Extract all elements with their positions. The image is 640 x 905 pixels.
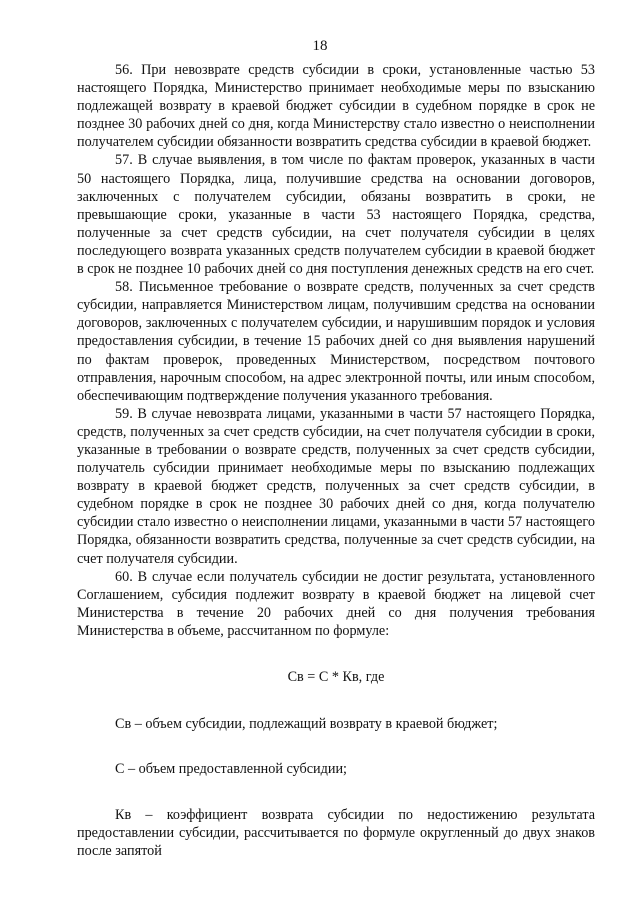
page-number: 18 bbox=[312, 38, 328, 54]
paragraph-60: 60. В случае если получатель субсидии не достиг результата, установленного Соглашением, субсидия подлежит возврату в краевой бюджет на лицевой счет Министерства в течение 20 рабочих дней со дня получения требования Министерства в объеме, рассчитанном по формуле: bbox=[77, 568, 595, 639]
definition-s: С – объем предоставленной субсидии; bbox=[115, 761, 347, 778]
definition-sv: Св – объем субсидии, подлежащий возврату в краевой бюджет; bbox=[115, 716, 498, 733]
paragraph-59: 59. В случае невозврата лицами, указанными в части 57 настоящего Порядка, средств, полученных за счет средств субсидии, на счет получателя субсидии в сроки, указанные в требовании о возврате средств, полученных за счет средств субсидии, получатель субсидии принимает необходимые меры по взысканию подлежащих возврату в краевой бюджет средств, полученных за счет средств субсидии, в судебном порядке в срок не позднее 30 рабочих дней со дня, когда получателю субсидии стало известно о неисполнении лицами, указанными в части 57 настоящего Порядка, обязанности возвратить средства, полученные за счет средств субсидии, на счет получателя субсидии. bbox=[77, 405, 595, 567]
paragraph-57: 57. В случае выявления, в том числе по фактам проверок, указанных в части 50 настоящего Порядка, лица, получившие средства на основании договоров, заключенных с получателем субсидии, обязаны возвратить в сроки, не превышающие сроки, указанные в части 53 настоящего Порядка, средства, полученные за счет средств субсидии, на счет получателя субсидии в целях последующего возврата указанных средств получателем субсидии в краевой бюджет в срок не позднее 10 рабочих дней со дня поступления денежных средств на его счет. bbox=[77, 152, 595, 278]
document-body bbox=[77, 61, 595, 861]
paragraph-58: 58. Письменное требование о возврате средств, полученных за счет средств субсидии, направляется Министерством лицам, получившим средства на основании договоров, заключенных с получателем субсидии, и нарушившим порядок и условия предоставления субсидии, в течение 15 рабочих дней со дня выявления нарушений по фактам проверок, проведенных Министерством, посредством почтового отправления, нарочным способом, на адрес электронной почты, или иным способом, обеспечивающим подтверждение получения указанного требования. bbox=[77, 279, 595, 404]
formula: Св = С * Кв, где bbox=[287, 669, 385, 685]
definition-kv: Кв – коэффициент возврата субсидии по недостижению результата предоставлении субсидии, рассчитывается по формуле округленный до двух знаков после запятой bbox=[77, 807, 595, 860]
paragraph-56: 56. При невозврате средств субсидии в сроки, установленные частью 53 настоящего Порядка, Министерство принимает необходимые меры по взысканию подлежащей возврату в краевой бюджет субсидии в судебном порядке в срок не позднее 30 рабочих дней со дня, когда Министерству стало известно о неисполнении получателем субсидии обязанности возвратить средства субсидии в краевой бюджет. bbox=[77, 62, 595, 151]
